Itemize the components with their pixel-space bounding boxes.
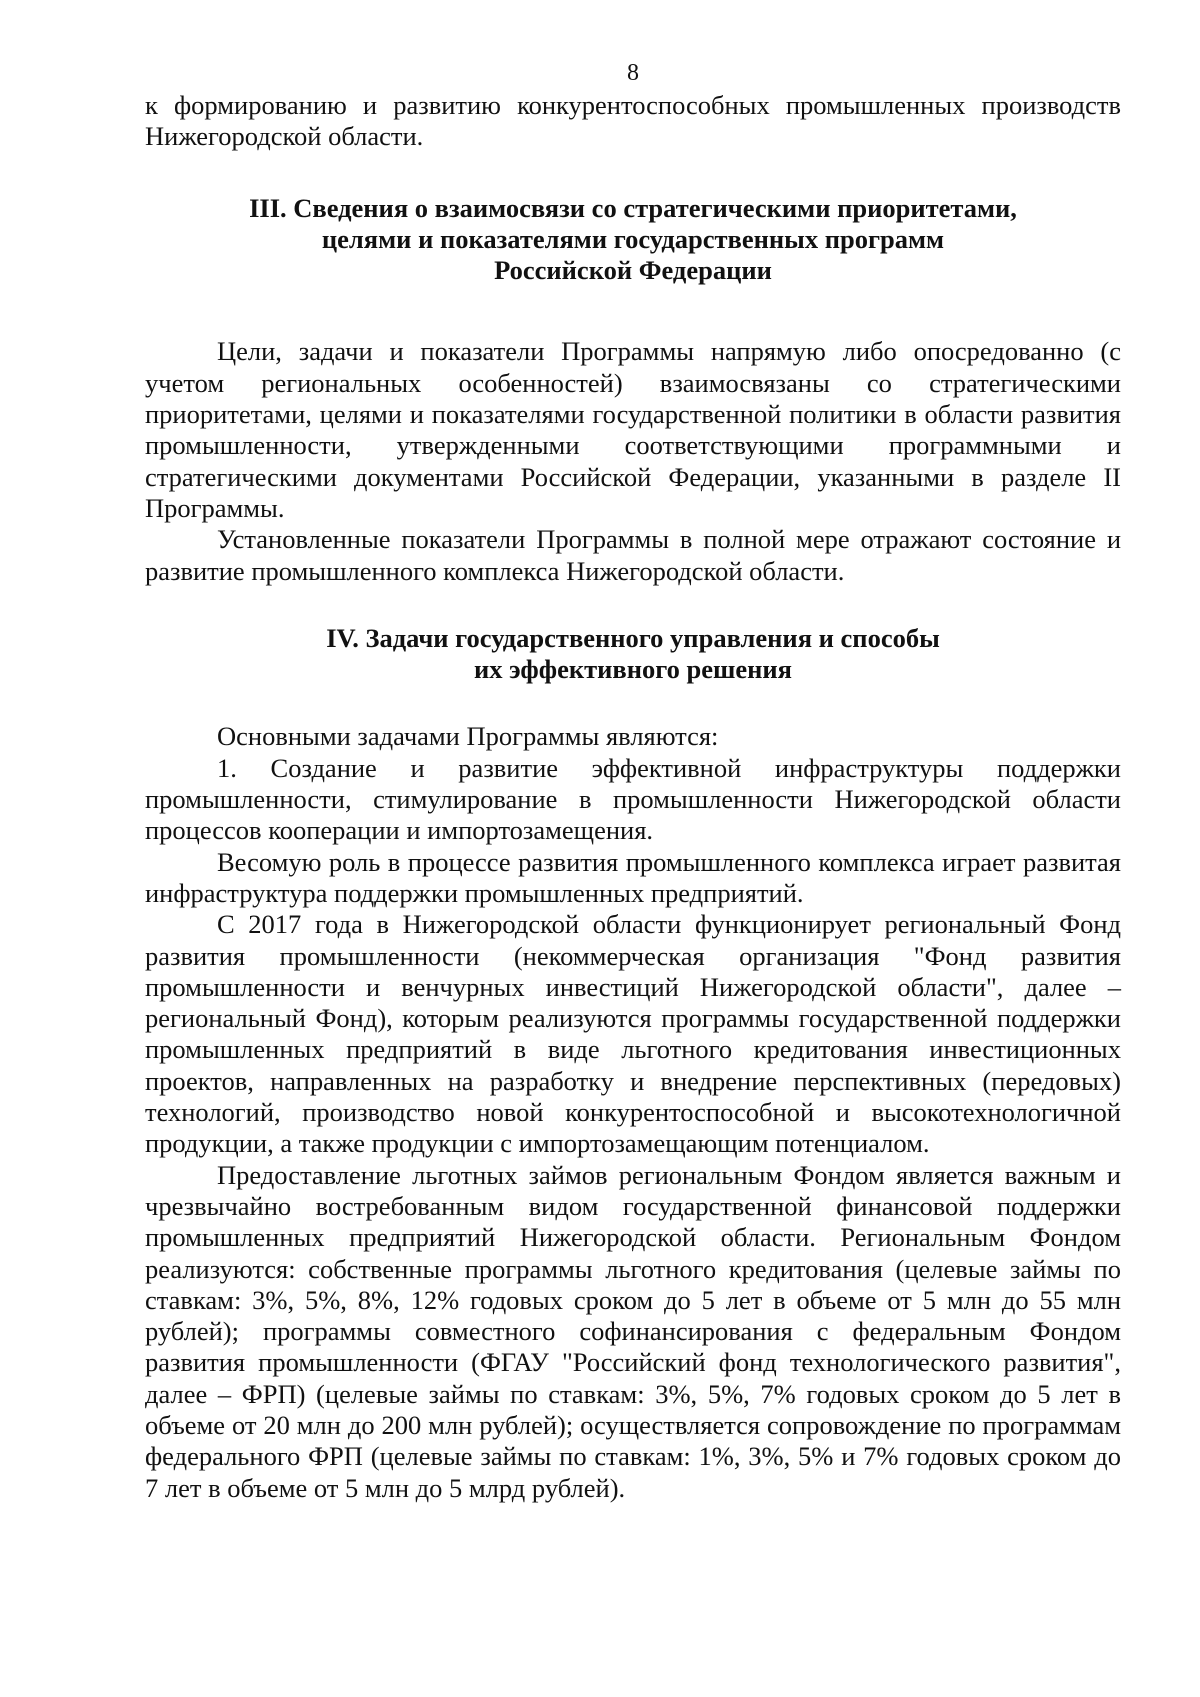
section-4-heading	[145, 623, 1121, 686]
section-3-paragraph: Установленные показатели Программы в полной мере отражают состояние и развитие промышленного комплекса Нижегородской области.	[145, 524, 1121, 586]
section-4-paragraph: С 2017 года в Нижегородской области функционирует региональный Фонд развития промышленности (некоммерческая организация "Фонд развития промышленности и венчурных инвестиций Нижегородской области", далее – региональный Фонд), которым реализуются программы государственной поддержки промышленных предприятий в виде льготного кредитования инвестиционных проектов, направленных на разработку и внедрение перспективных (передовых) технологий, производство новой конкурентоспособной и высокотехнологичной продукции, а также продукции с импортозамещающим потенциалом.	[145, 909, 1121, 1159]
section-4-paragraph: Весомую роль в процессе развития промышленного комплекса играет развитая инфраструктура поддержки промышленных предприятий.	[145, 846, 1121, 908]
document-page	[145, 58, 1121, 1504]
section-3-heading-line: целями и показателями государственных программ	[321, 223, 945, 254]
section-4-paragraph: 1. Создание и развитие эффективной инфраструктуры поддержки промышленности, стимулирование в промышленности Нижегородской области процессов кооперации и импортозамещения.	[145, 752, 1121, 846]
section-3-heading-line: III. Сведения о взаимосвязи со стратегическими приоритетами,	[249, 192, 1017, 223]
section-4-heading-line: их эффективного решения	[473, 654, 792, 685]
section-4-paragraph: Предоставление льготных займов региональным Фондом является важным и чрезвычайно востребованным видом государственной финансовой поддержки промышленных предприятий Нижегородской области. Региональным Фондом реализуются: собственные программы льготного кредитования (целевые займы по ставкам: 3%, 5%, 8%, 12% годовых сроком до 5 лет в объеме от 5 млн до 55 млн рублей); программы совместного софинансирования с федеральным Фондом развития промышленности (ФГАУ "Российский фонд технологического развития", далее – ФРП) (целевые займы по ставкам: 3%, 5%, 7% годовых сроком до 5 лет в объеме от 20 млн до 200 млн рублей); осуществляется сопровождение по программам федерального ФРП (целевые займы по ставкам: 1%, 3%, 5% и 7% годовых сроком до 7 лет в объеме от 5 млн до 5 млрд рублей).	[145, 1159, 1121, 1503]
section-3-paragraph: Цели, задачи и показатели Программы напрямую либо опосредованно (с учетом региональных особенностей) взаимосвязаны со стратегическими приоритетами, целями и показателями государственной политики в области развития промышленности, утвержденными соответствующими программными и стратегическими документами Российской Федерации, указанными в разделе II Программы.	[145, 336, 1121, 523]
intro-paragraph: к формированию и развитию конкурентоспособных промышленных производств Нижегородской области.	[145, 90, 1121, 152]
page-number: 8	[627, 60, 639, 86]
section-3-heading-line: Российской Федерации	[494, 255, 772, 286]
section-4-heading-line: IV. Задачи государственного управления и способы	[326, 622, 940, 653]
section-4-paragraph: Основными задачами Программы являются:	[217, 721, 719, 752]
section-3-heading	[145, 193, 1121, 287]
